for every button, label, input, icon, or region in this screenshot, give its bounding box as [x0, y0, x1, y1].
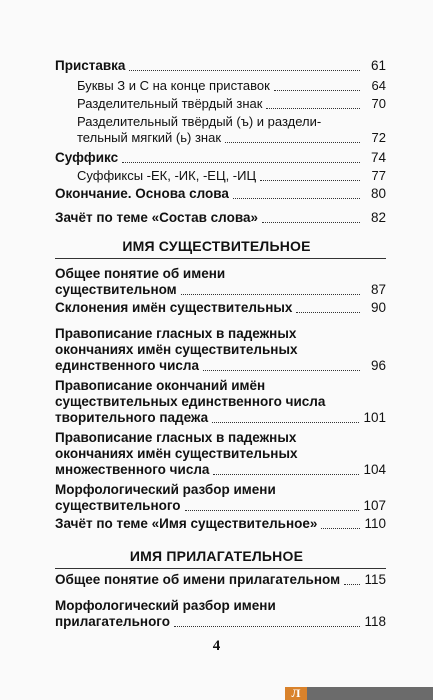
section-divider [55, 258, 386, 259]
toc-entry-noun-zachet: Зачёт по теме «Имя существительное» 110 [55, 516, 386, 531]
leader-dots [122, 162, 360, 163]
toc-entry-noun-prav-ok: Правописание окончаний имён существительных единственного числа творительного падежа 101 [55, 378, 386, 425]
toc-entry-zachet-sostav: Зачёт по теме «Состав слова» 82 [55, 210, 386, 225]
leader-dots [296, 312, 360, 313]
section-heading-adj: ИМЯ ПРИЛАГАТЕЛЬНОЕ [129, 548, 304, 564]
leader-dots [274, 90, 360, 91]
section-heading-noun: ИМЯ СУЩЕСТВИТЕЛЬНОЕ [122, 238, 311, 254]
toc-entry-noun-prav-gl-mn: Правописание гласных в падежных окончаниях имён существительных множественного числа 104 [55, 430, 386, 477]
leader-dots [129, 70, 360, 71]
leader-dots [233, 198, 360, 199]
toc-entry-razd-tv: Разделительный твёрдый знак 70 [77, 96, 386, 111]
leader-dots [185, 510, 360, 511]
leader-dots [262, 222, 360, 223]
publisher-logo-icon: Л [285, 687, 307, 700]
toc-entry-adj-obshchee: Общее понятие об имени прилагательном 115 [55, 572, 386, 587]
leader-dots [260, 180, 360, 181]
leader-dots [174, 626, 360, 627]
leader-dots [266, 108, 360, 109]
toc-entry-suffiks: Суффикс 74 [55, 150, 386, 165]
toc-entry-pristavka: Приставка 61 [55, 58, 386, 73]
leader-dots [344, 584, 360, 585]
leader-dots [321, 528, 360, 529]
leader-dots [213, 474, 359, 475]
page-number: 4 [212, 638, 221, 654]
leader-dots [181, 294, 360, 295]
toc-entry-suffiksy: Суффиксы -ЕК, -ИК, -ЕЦ, -ИЦ 77 [77, 168, 386, 183]
toc-entry-noun-skloneniya: Склонения имён существительных 90 [55, 300, 386, 315]
toc-entry-noun-obshchee: Общее понятие об имени существительном 87 [55, 266, 386, 297]
toc-entry-noun-morf: Морфологический разбор имени существительного 107 [55, 482, 386, 513]
toc-entry-okonchanie: Окончание. Основа слова 80 [55, 186, 386, 201]
leader-dots [203, 370, 360, 371]
leader-dots [212, 422, 359, 423]
toc-entry-noun-prav-gl-ed: Правописание гласных в падежных окончаниях имён существительных единственного числа 96 [55, 326, 386, 373]
toc-entry-razd-tv-m: Разделительный твёрдый (ъ) и раздели- тельный мягкий (ь) знак 72 [77, 114, 386, 145]
section-divider [55, 568, 386, 569]
watermark-strip [307, 687, 433, 700]
toc-entry-adj-morf: Морфологический разбор имени прилагательного 118 [55, 598, 386, 629]
leader-dots [225, 142, 360, 143]
toc-entry-bukvy: Буквы З и С на конце приставок 64 [77, 78, 386, 93]
